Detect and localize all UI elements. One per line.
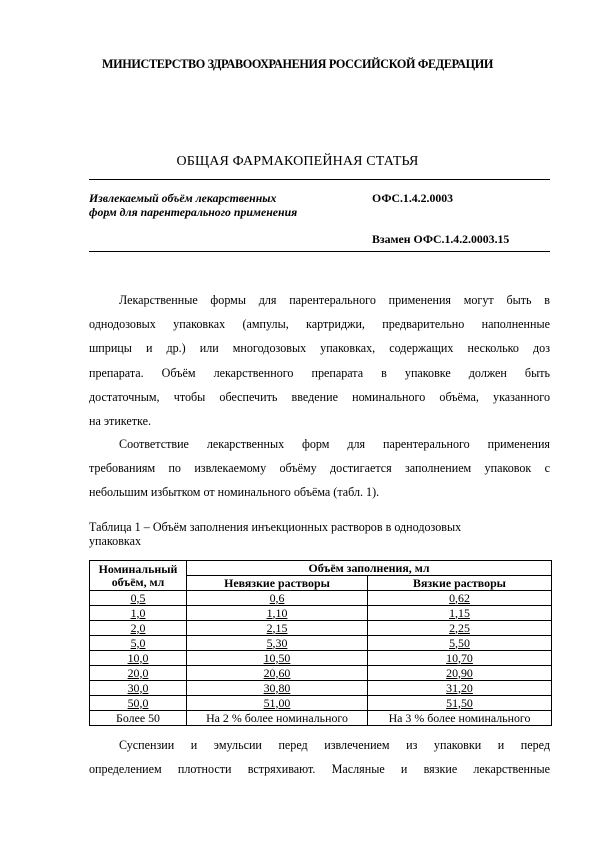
- cell-nonviscous: [187, 606, 368, 621]
- cell-nominal: [90, 636, 187, 651]
- article-subject: [89, 191, 351, 219]
- cell-value: На 3 % более номинального: [388, 710, 531, 725]
- header-divider-bottom: [89, 251, 550, 252]
- cell-viscous: [368, 711, 552, 726]
- text-line: Суспензии и эмульсии перед извлечением из упаковки и перед: [119, 738, 550, 752]
- table-row: [90, 621, 552, 636]
- text-line: определением плотности встряхивают. Масляные и вязкие лекарственные: [89, 762, 550, 777]
- table-row: [90, 636, 552, 651]
- cell-viscous: [368, 621, 552, 636]
- table-row: [90, 711, 552, 726]
- cell-value: Более 50: [116, 710, 160, 725]
- fill-volume-table: [89, 560, 552, 726]
- cell-nonviscous: [187, 711, 368, 726]
- text-line: достаточным, чтобы обеспечить введение номинального объёма, указанного: [89, 389, 550, 404]
- cell-value: 30,0: [127, 680, 149, 695]
- article-subject-line: Извлекаемый объём лекарственных: [89, 191, 277, 205]
- cell-nonviscous: [187, 696, 368, 711]
- cell-value: 51,00: [263, 695, 291, 710]
- ministry-heading: МИНИСТЕРСТВО ЗДРАВООХРАНЕНИЯ РОССИЙСКОЙ ФЕДЕРАЦИИ: [102, 57, 493, 71]
- cell-value: 31,20: [446, 680, 473, 695]
- cell-value: 10,50: [263, 650, 291, 665]
- cell-nominal: [90, 681, 187, 696]
- cell-value: 0,6: [269, 590, 285, 605]
- header-nominal-volume: [90, 561, 187, 591]
- cell-value: 51,50: [446, 695, 473, 710]
- table-row: [90, 681, 552, 696]
- cell-nonviscous: [187, 591, 368, 606]
- article-code: ОФС.1.4.2.0003: [372, 191, 454, 205]
- cell-value: 10,70: [446, 650, 473, 665]
- paragraph-compliance: [89, 432, 550, 505]
- table-header-row: [90, 561, 552, 576]
- paragraph-suspensions: [89, 733, 550, 781]
- table-row: [90, 696, 552, 711]
- text-line: небольшим избытком от номинального объёма (табл. 1).: [89, 485, 380, 500]
- cell-nonviscous: [187, 621, 368, 636]
- cell-viscous: [368, 681, 552, 696]
- cell-value: 2,0: [130, 620, 146, 635]
- cell-viscous: [368, 666, 552, 681]
- cell-value: 30,80: [263, 680, 291, 695]
- cell-nominal: [90, 606, 187, 621]
- cell-value: 20,90: [446, 665, 473, 680]
- cell-viscous: [368, 636, 552, 651]
- header-nominal-line: Номинальный: [98, 561, 178, 576]
- cell-viscous: [368, 606, 552, 621]
- table-body: [90, 591, 552, 726]
- cell-value: 20,60: [263, 665, 291, 680]
- table-caption-line: упаковках: [89, 534, 142, 548]
- cell-nonviscous: [187, 636, 368, 651]
- cell-value: 0,5: [130, 590, 146, 605]
- text-line: Соответствие лекарственных форм для парентерального применения: [119, 437, 550, 451]
- header-fill-volume: Объём заполнения, мл: [187, 561, 552, 576]
- cell-nonviscous: [187, 651, 368, 666]
- text-line: Лекарственные формы для парентерального применения могут быть в: [119, 293, 550, 307]
- table-row: [90, 591, 552, 606]
- cell-value: 0,62: [449, 590, 470, 605]
- cell-nominal: [90, 591, 187, 606]
- table-row: [90, 666, 552, 681]
- cell-nonviscous: [187, 666, 368, 681]
- table-caption: [89, 520, 550, 548]
- cell-viscous: [368, 651, 552, 666]
- table-row: [90, 606, 552, 621]
- cell-value: 5,30: [266, 635, 288, 650]
- cell-value: 2,25: [449, 620, 470, 635]
- cell-value: 5,50: [449, 635, 470, 650]
- cell-value: 10,0: [127, 650, 149, 665]
- paragraph-packaging: [89, 288, 550, 433]
- cell-value: 20,0: [127, 665, 149, 680]
- header-viscous: Вязкие растворы: [368, 576, 552, 591]
- cell-value: 1,0: [130, 605, 146, 620]
- cell-value: 50,0: [127, 695, 149, 710]
- cell-viscous: [368, 696, 552, 711]
- cell-nominal: [90, 651, 187, 666]
- text-line: требованиям по извлекаемому объёму достигается заполнением упаковок с: [89, 461, 550, 476]
- table-caption-line: Таблица 1 – Объём заполнения инъекционных растворов в однодозовых: [89, 520, 462, 534]
- text-line: шприцы и др.) или многодозовых упаковках, содержащих несколько доз: [89, 341, 550, 356]
- article-replaces: Взамен ОФС.1.4.2.0003.15: [372, 232, 510, 246]
- cell-value: 1,15: [449, 605, 470, 620]
- header-divider-top: [89, 179, 550, 180]
- cell-nominal: [90, 621, 187, 636]
- cell-value: 1,10: [266, 605, 288, 620]
- cell-nominal: [90, 696, 187, 711]
- cell-viscous: [368, 591, 552, 606]
- header-nominal-line: объём, мл: [111, 574, 165, 589]
- header-nonviscous: Невязкие растворы: [187, 576, 368, 591]
- cell-value: На 2 % более номинального: [206, 710, 348, 725]
- article-subject-line: форм для парентерального применения: [89, 205, 298, 219]
- text-line: препарата. Объём лекарственного препарата в упаковке должен быть: [89, 365, 550, 380]
- cell-nonviscous: [187, 681, 368, 696]
- cell-value: 5,0: [130, 635, 146, 650]
- text-line: однодозовых упаковках (ампулы, картриджи, предварительно наполненные: [89, 317, 550, 332]
- cell-nominal: [90, 711, 187, 726]
- text-line: на этикетке.: [89, 414, 152, 429]
- cell-value: 2,15: [266, 620, 288, 635]
- cell-nominal: [90, 666, 187, 681]
- document-title: ОБЩАЯ ФАРМАКОПЕЙНАЯ СТАТЬЯ: [176, 154, 419, 169]
- table-row: [90, 651, 552, 666]
